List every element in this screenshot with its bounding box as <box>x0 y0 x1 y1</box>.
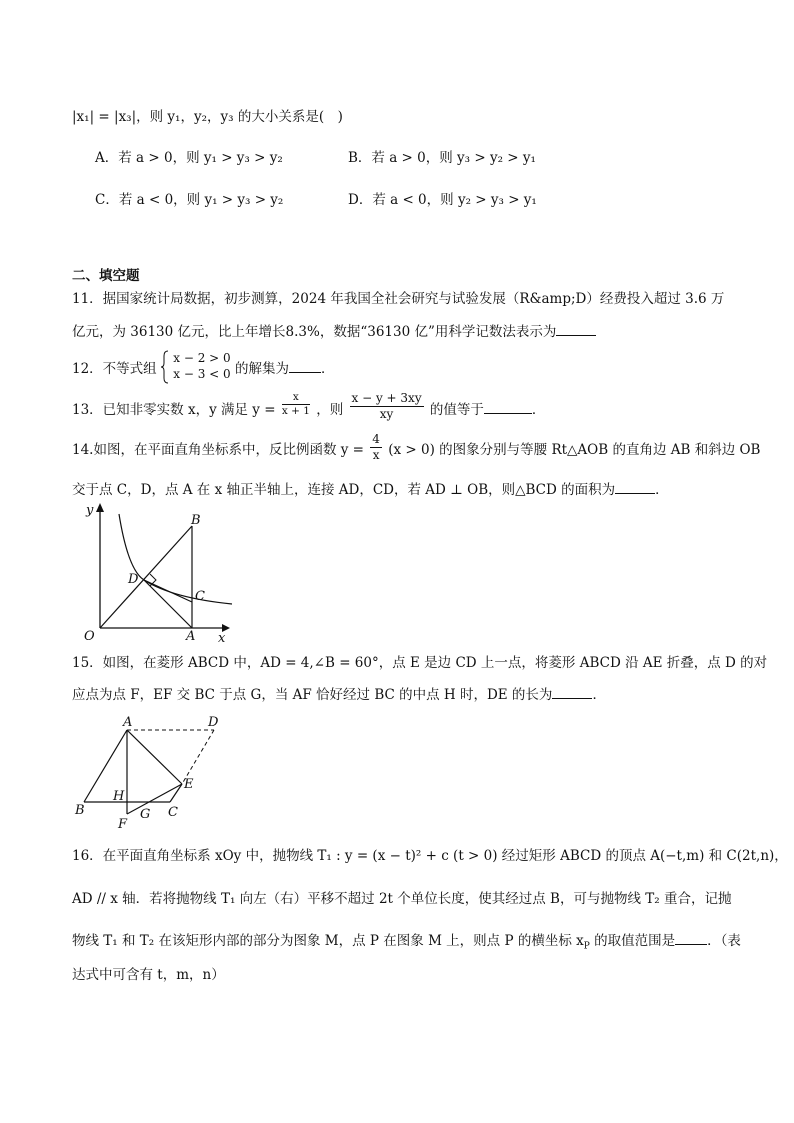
q15-figure <box>72 712 232 832</box>
q16-line2: AD // x 轴．若将抛物线 T₁ 向左（右）平移不超过 2t 个单位长度，使其经过点 B，可与抛物线 T₂ 重合，记抛 <box>72 891 732 907</box>
label-g: G <box>140 807 151 822</box>
q16-line3: 物线 T₁ 和 T₂ 在该矩形内部的部分为图象 M，点 P 在图象 M 上，则点 P 的横坐标 $x_P$ 的取值范围是 ．（表 <box>72 930 741 957</box>
segment-de-dashed <box>182 730 214 784</box>
q10-option-b: B．若 a > 0，则 y₃ > y₂ > y₁ <box>348 150 536 166</box>
q14-line1: 14.如图，在平面直角坐标系中，反比例函数 y = $\frac{4}{x}$ (x > 0) 的图象分别与等腰 Rt△AOB 的直角边 AB 和斜边 OB <box>72 432 761 462</box>
segment-ad <box>144 580 192 628</box>
label-f: F <box>118 817 128 832</box>
q15-line2: 应点为点 F，EF 交 BC 于点 G，当 AF 恰好经过 BC 的中点 H 时，DE 的长为 ． <box>72 684 606 705</box>
label-c: C <box>195 589 205 604</box>
q12-line: 12．不等式组 x − 2 > 0 x − 3 < 0 的解集为 ． <box>72 350 334 384</box>
segment-ob <box>100 526 192 628</box>
y-axis-arrow-icon <box>96 503 104 512</box>
q16-line4: 达式中可含有 t，m，n） <box>72 967 225 983</box>
q14-line2: 交于点 C，D，点 A 在 x 轴正半轴上，连接 AD，CD，若 AD ⊥ OB，则△BCD 的面积为 ． <box>72 479 669 500</box>
q12-answer-blank <box>289 358 321 373</box>
label-d: D <box>128 572 139 587</box>
brace-icon <box>161 350 169 384</box>
q14-answer-blank <box>615 479 655 494</box>
label-o: O <box>84 629 95 644</box>
q16-line1: 16．在平面直角坐标系 xOy 中，抛物线 T₁ : y = (x − t)² + c (t > 0) 经过矩形 ABCD 的顶点 A(−t,m) 和 C(2t,n)， <box>72 848 788 864</box>
label-y: y <box>86 503 94 518</box>
q13-line: 13．已知非零实数 x，y 满足 y = $\frac{x}{x + 1}$ ，则 $\frac{x - y + 3xy}{xy}$ 的值等于 ． <box>72 391 546 421</box>
q11-answer-blank <box>556 321 596 336</box>
q10-option-c: C．若 a < 0，则 y₁ > y₃ > y₂ <box>95 192 284 208</box>
q15-line1: 15．如图，在菱形 ABCD 中，AD = 4,∠B = 60°，点 E 是边 CD 上一点，将菱形 ABCD 沿 AE 折叠，点 D 的对 <box>72 655 768 671</box>
label-a: A <box>186 629 196 644</box>
hyperbola-curve <box>119 514 232 604</box>
q11-line2: 亿元，为 36130 亿元，比上年增长8.3%，数据“36130 亿”用科学记数法表示为 <box>72 321 596 342</box>
q16-answer-blank <box>675 930 707 945</box>
label-c: C <box>168 805 178 820</box>
label-b: B <box>191 513 201 528</box>
label-d: D <box>208 715 219 730</box>
label-x: x <box>218 631 226 645</box>
label-b: B <box>75 803 85 818</box>
q11-line1: 11．据国家统计局数据，初步测算，2024 年我国全社会研究与试验发展（R&amp;D）经费投入超过 3.6 万 <box>72 291 725 307</box>
segment-ae <box>127 730 182 784</box>
section-title: 二、填空题 <box>72 268 140 284</box>
q13-answer-blank <box>484 399 532 414</box>
q14-figure <box>72 500 242 645</box>
q10-condition: |x₁| = |x₃|，则 y₁，y₂，y₃ 的大小关系是( ) <box>72 109 343 125</box>
q15-answer-blank <box>552 684 592 699</box>
label-a: A <box>123 715 133 730</box>
label-h: H <box>113 789 125 804</box>
q10-option-d: D．若 a < 0，则 y₂ > y₃ > y₁ <box>348 192 537 208</box>
q10-option-a: A．若 a > 0，则 y₁ > y₃ > y₂ <box>95 150 283 166</box>
label-e: E <box>184 777 194 792</box>
